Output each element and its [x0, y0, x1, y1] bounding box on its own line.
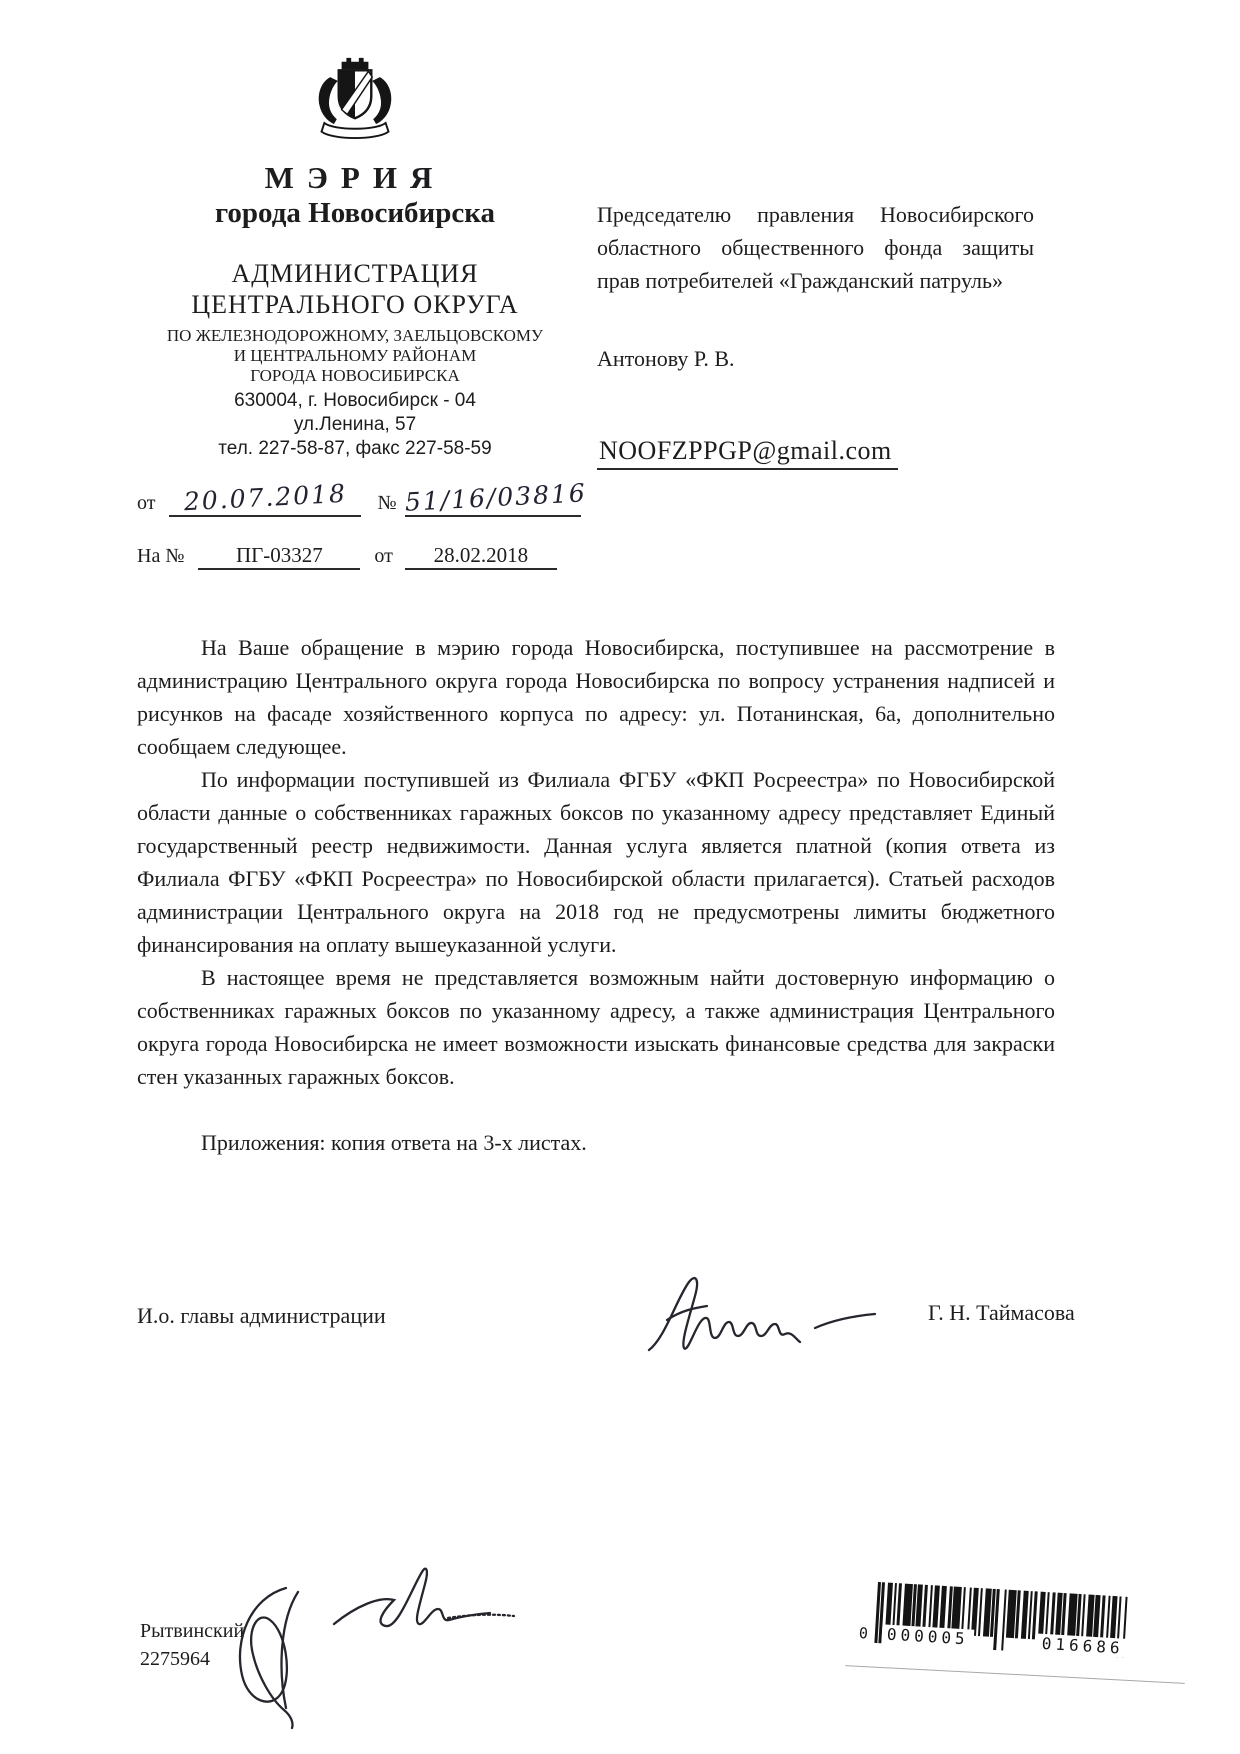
barcode-group2: 016686: [1036, 1634, 1129, 1658]
signature-stroke: [637, 1268, 887, 1368]
org-name-line1: МЭРИЯ: [264, 160, 446, 195]
novosibirsk-coat-of-arms-icon: [307, 56, 403, 146]
attachments-line: Приложения: копия ответа на 3-х листах.: [201, 1130, 587, 1155]
postal-address: 630004, г. Новосибирск - 04: [234, 390, 476, 411]
department-line2: ЦЕНТРАЛЬНОГО ОКРУГА: [191, 290, 519, 319]
letter-body: [137, 631, 1055, 1159]
emblem-wrap: [125, 56, 585, 148]
signature-ink: [637, 1268, 887, 1373]
outgoing-number-value: 51/16/03816: [403, 478, 588, 517]
incoming-date-value: 28.02.2018: [433, 543, 529, 567]
phone-fax-line: тел. 227-58-87, факс 227-58-59: [218, 438, 492, 459]
recipient-email: NOOFZPPGP@gmail.com: [597, 436, 898, 470]
districts-line2: И ЦЕНТРАЛЬНОМУ РАЙОНАМ: [233, 346, 477, 365]
department-line1: АДМИНИСТРАЦИЯ: [231, 259, 479, 288]
barcode-group1: 000005: [881, 1624, 974, 1648]
incoming-reference-line: [137, 543, 557, 570]
signer-position: И.о. главы администрации: [137, 1303, 386, 1328]
incoming-number-field: [198, 543, 360, 570]
scan-artifact-line: [845, 1665, 1185, 1684]
body-paragraph-3: В настоящее время не представляется возможным найти достоверную информацию о собственниках гаражных боксов по указанному адресу, а также администрация Центрального округа города Новосибирска не имеет возможности изыскать финансовые средства для закраски стен указанных гаражных боксов.: [137, 965, 1055, 1089]
districts-lines: [125, 326, 585, 386]
secondary-signature-ink: [328, 1562, 518, 1657]
outgoing-date-value: 20.07.2018: [183, 478, 348, 517]
incoming-date-field: [405, 543, 557, 570]
incoming-number-value: ПГ-03327: [236, 543, 323, 567]
street-address: ул.Ленина, 57: [293, 414, 417, 435]
body-paragraph-1: На Ваше обращение в мэрию города Новосибирска, поступившее на рассмотрение в администрацию Центрального округа города Новосибирска по вопросу устранения надписей и рисунков на фасаде хозяйственного корпуса по адресу: ул. Потанинская, 6а, дополнительно сообщаем следующее.: [137, 635, 1055, 759]
signer-name: Г. Н. Таймасова: [928, 1300, 1075, 1325]
secondary-signature-stroke: [328, 1562, 518, 1652]
recipient-title: Председателю правления Новосибирского областного общественного фонда защиты прав потребителей «Гражданский патруль»: [597, 202, 1034, 293]
districts-line1: ПО ЖЕЛЕЗНОДОРОЖНОМУ, ЗАЕЛЬЦОВСКОМУ: [166, 326, 544, 345]
outgoing-from-label: от: [137, 492, 156, 514]
districts-line3: ГОРОДА НОВОСИБИРСКА: [250, 366, 460, 385]
body-paragraph-2: По информации поступившей из Филиала ФГБУ «ФКП Росреестра» по Новосибирской области данные о собственниках гаражных боксов по указанному адресу представляет Единый государственный реестр недвижимости. Данная услуга является платной (копия ответа из Филиала ФГБУ «ФКП Росреестра» по Новосибирской области прилагается). Статьей расходов администрации Центрального округа на 2018 год не предусмотрены лимиты бюджетного финансирования на оплату вышеуказанной услуги.: [137, 767, 1055, 957]
executor-name: Рытвинский: [140, 1620, 245, 1642]
barcode-prefix-digit: 0: [858, 1623, 869, 1643]
executor-phone: 2275964: [140, 1648, 210, 1670]
recipient-name: Антонову Р. В.: [597, 346, 735, 371]
outgoing-date-field: [169, 478, 361, 517]
incoming-from-label: от: [374, 545, 393, 567]
outgoing-number-field: [403, 478, 588, 517]
incoming-label: На №: [137, 545, 185, 567]
outgoing-number-label: №: [377, 492, 397, 514]
letterhead: [125, 56, 585, 461]
org-name-line2: города Новосибирска: [214, 197, 496, 229]
outgoing-reference-line: [137, 478, 588, 517]
barcode: [858, 1582, 1147, 1662]
recipient-block: [597, 198, 1034, 488]
